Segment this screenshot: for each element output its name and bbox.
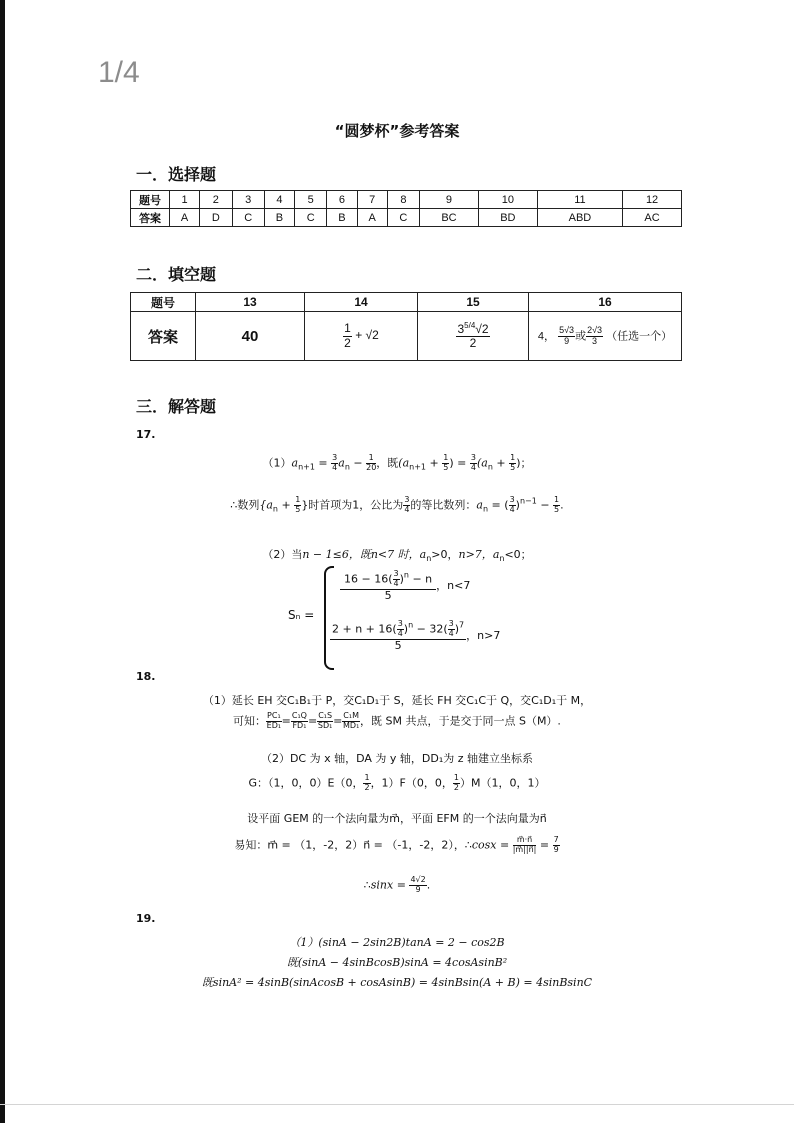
- cell: C: [295, 209, 327, 227]
- case-2: 2 + n + 16( $\frac{3}{4}$ )$^n$ − 32( $\frac{3}{4}$ )$^7$ 5 ，n>7: [332, 619, 501, 652]
- answer-14: $\frac{1}{2}$ + √2: [305, 312, 418, 361]
- cell: 12: [623, 191, 682, 209]
- q18-line3: （2）DC 为 x 轴，DA 为 y 轴，DD₁为 z 轴建立坐标系: [260, 752, 534, 765]
- choice-answer-table: [130, 190, 682, 227]
- row-label: 答案: [131, 312, 196, 361]
- cell: C: [387, 209, 419, 227]
- page-bottom-line: [0, 1104, 794, 1105]
- fraction: $\frac{\text{C₁Q}}{\text{FD₁}}$: [291, 711, 307, 730]
- cell: 2: [200, 191, 232, 209]
- choice-number-row: [131, 191, 682, 209]
- cell: B: [264, 209, 294, 227]
- page-number: 1/4: [98, 56, 140, 89]
- cell: 1: [170, 191, 200, 209]
- q17-part2: （2）当n − 1≤6，既n<7 时，$a_n>0$，n>7，$a_n<0$；: [262, 548, 532, 564]
- fraction: $\frac{1}{2}$: [344, 321, 351, 350]
- fraction: 2 + n + 16( $\frac{3}{4}$ )$^n$ − 32( $\frac{3}{4}$ )$^7$ 5: [332, 619, 465, 652]
- fraction: $\frac{7}{9}$: [553, 835, 559, 854]
- case-1: 16 − 16( $\frac{3}{4}$ )$^n$ − n 5 ，n<7: [340, 570, 470, 602]
- question-19-number: 19.: [136, 912, 156, 925]
- answer-13: 40: [196, 312, 305, 361]
- cell: A: [357, 209, 387, 227]
- sn-label: Sₙ =: [288, 608, 315, 622]
- fraction: $\frac{2√3}{3}$: [587, 324, 603, 346]
- cell: 3: [232, 191, 264, 209]
- row-label: 答案: [131, 209, 170, 227]
- answer-15: [418, 312, 529, 361]
- choice-answer-row: [131, 209, 682, 227]
- fraction: $\frac{1}{20}$: [366, 453, 377, 472]
- section-2-title: 二．填空题: [136, 265, 217, 284]
- fraction: $\frac{m⃗\cdot n⃗}{|m⃗||n⃗|}$: [512, 835, 537, 854]
- fraction: $\frac{3^{5/4}√2}{2}$: [457, 320, 489, 350]
- row-label: 题号: [131, 191, 170, 209]
- fraction: $\frac{3}{4}$: [404, 495, 410, 514]
- cell: BC: [420, 209, 479, 227]
- cell: 14: [305, 293, 418, 312]
- fraction: $\frac{4√2}{9}$: [410, 875, 426, 894]
- section-1-title: 一．选择题: [136, 165, 217, 184]
- fraction: $\frac{3}{4}$: [332, 453, 338, 472]
- answer-16: 4， $\frac{5√3}{9}$ 或 $\frac{2√3}{3}$ （任选一个）: [529, 312, 682, 361]
- q17-part1: $(1)a_{n+1}$ = $\frac{3}{4}$ $a_n$ − $\frac{1}{20}$ ，既($a_{n+1}$ + $\frac{1}{5}$ ) = $\frac{3}{4}$ ($a_n$ + $\frac{1}{5}$ )；: [262, 453, 532, 472]
- fraction: $\frac{5√3}{9}$: [559, 324, 575, 346]
- cell: 5: [295, 191, 327, 209]
- fill-answer-row: [131, 312, 682, 361]
- page-title: “圆梦杯”参考答案: [334, 122, 460, 140]
- cell: 8: [387, 191, 419, 209]
- sn-piecewise: [288, 566, 548, 670]
- q19-line2: 既(sinA − 4sinBcosB)sinA = 4cosAsinB²: [286, 956, 508, 969]
- cell: 9: [420, 191, 479, 209]
- fraction: $\frac{\text{C₁S}}{\text{SD₁}}$: [317, 711, 333, 730]
- q19-line3: 既sinA² = 4sinB(sinAcosB + cosAsinB) = 4sinBsin(A + B) = 4sinBsinC: [201, 976, 593, 989]
- q18-line1: （1）延长 EH 交C₁B₁于 P，交C₁D₁于 S，延长 FH 交C₁C于 Q，交C₁D₁于 M，: [202, 694, 592, 707]
- fraction: $\frac{\text{C₁M}}{\text{MD₁}}$: [343, 711, 360, 730]
- fraction: $\frac{1}{5}$: [510, 453, 516, 472]
- fraction: $\frac{3}{4}$: [470, 453, 476, 472]
- q19-line1: （1）(sinA − 2sin2B)tanA = 2 − cos2B: [289, 936, 505, 949]
- row-label: 题号: [131, 293, 196, 312]
- fraction: $\frac{1}{5}$: [295, 495, 301, 514]
- cell: BD: [478, 209, 537, 227]
- q18-line6: 易知：m⃗ = （1，-2，2）n⃗ = （-1，-2，2），∴cosx = $\frac{m⃗\cdot n⃗}{|m⃗||n⃗|}$ = $\frac{7}{9}$: [234, 835, 559, 854]
- cell: 13: [196, 293, 305, 312]
- fill-answer-table: [130, 292, 682, 361]
- cell: B: [327, 209, 357, 227]
- cell: A: [170, 209, 200, 227]
- fraction: $\frac{1}{5}$: [443, 453, 449, 472]
- cell: AC: [623, 209, 682, 227]
- q18-line7: ∴sinx = $\frac{4√2}{9}$ .: [363, 875, 431, 894]
- fraction: $\frac{3}{4}$: [509, 495, 515, 514]
- question-17-number: 17.: [136, 428, 156, 441]
- fill-number-row: [131, 293, 682, 312]
- cell: 15: [418, 293, 529, 312]
- brace-icon: [324, 566, 334, 670]
- q18-line2: 可知： $\frac{\text{PC₁}}{\text{ED₁}}$ = $\frac{\text{C₁Q}}{\text{FD₁}}$ = $\frac{\text{C₁S}}{\text{SD₁}}$ = $\frac{\text{C₁M}}{\text{MD₁}}$ ，既 SM 共点，于是交于同一点 S（M）.: [233, 711, 561, 730]
- fraction: 16 − 16( $\frac{3}{4}$ )$^n$ − n 5: [340, 570, 436, 602]
- cell: 4: [264, 191, 294, 209]
- cell: 10: [478, 191, 537, 209]
- cell: 11: [537, 191, 622, 209]
- q18-line4: G：（1，0，0）E（0， $\frac{1}{2}$ ，1）F（0，0， $\frac{1}{2}$ ）M（1，0，1）: [248, 773, 546, 792]
- cell: ABD: [537, 209, 622, 227]
- cell: D: [200, 209, 232, 227]
- fraction: $\frac{1}{5}$: [554, 495, 560, 514]
- cell: 6: [327, 191, 357, 209]
- cell: 7: [357, 191, 387, 209]
- fraction: $\frac{\text{PC₁}}{\text{ED₁}}$: [266, 711, 282, 730]
- q18-line5: 设平面 GEM 的一个法向量为m⃗，平面 EFM 的一个法向量为n⃗: [247, 812, 547, 825]
- cell: C: [232, 209, 264, 227]
- cell: 16: [529, 293, 682, 312]
- section-3-title: 三．解答题: [136, 397, 217, 416]
- fraction: $\frac{1}{2}$: [364, 773, 370, 792]
- question-18-number: 18.: [136, 670, 156, 683]
- q17-line2: ∴数列{$a_n$ + $\frac{1}{5}$ }时首项为1，公比为 $\frac{3}{4}$ 的等比数列：$a_n$ = ( $\frac{3}{4}$ )$^{n-1}$ − $\frac{1}{5}$ .: [230, 495, 564, 514]
- fraction: $\frac{1}{2}$: [453, 773, 459, 792]
